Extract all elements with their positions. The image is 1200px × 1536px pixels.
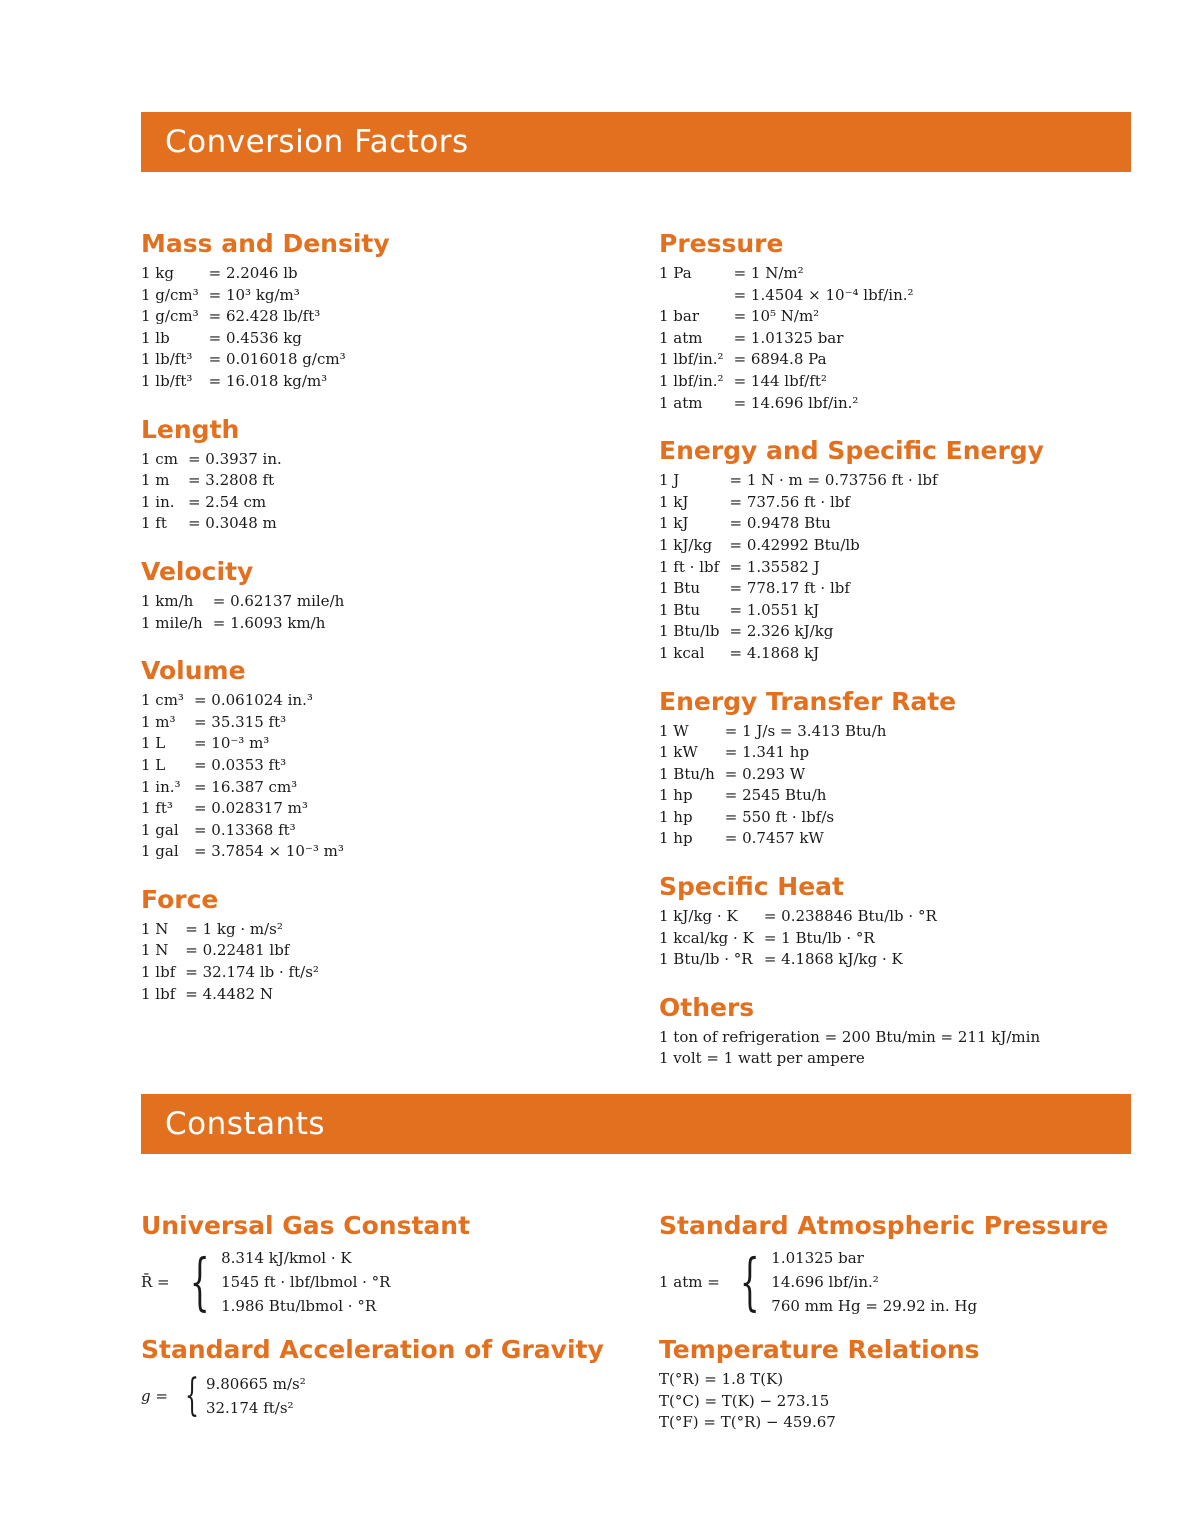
conversion-rhs: = 6894.8 Pa [733,350,827,369]
conversion-lhs [659,285,734,307]
left-brace: { [739,1245,760,1319]
conversion-row [141,513,282,535]
section-title: Standard Atmospheric Pressure [659,1211,1109,1240]
conversion-lhs: 1 W [659,721,689,740]
conversion-rhs: = 0.7457 kW [724,829,824,848]
conversion-lhs: 1 gal [141,820,179,839]
section-title: Energy Transfer Rate [659,686,957,716]
conversion-lhs: 1 cm [141,449,178,468]
conversion-lhs: 1 hp [659,807,693,826]
conversion-lhs: 1 hp [659,829,693,848]
section-title: Pressure [659,229,784,258]
conversion-rhs: = 0.061024 in.³ [193,691,313,710]
gravity-equation [141,1372,621,1420]
conversion-rhs: = 3.7854 × 10⁻³ m³ [193,842,344,861]
conversion-table [141,690,344,863]
section-title: Length [141,414,240,444]
conversion-lhs: 1 in.³ [141,777,181,796]
conversion-rhs: = 62.428 lb/ft³ [208,307,321,326]
conversion-lhs: 1 J [659,471,680,490]
conversion-lhs: 1 ft · lbf [659,557,720,576]
conversion-lhs: 1 Btu/lb · °R [659,950,753,969]
conversion-lhs: 1 Btu/h [659,764,715,783]
conversion-rhs: = 32.174 lb · ft/s² [185,963,319,982]
conversion-rhs: = 2.54 cm [187,492,267,511]
conversion-rhs: = 0.42992 Btu/lb [729,535,860,554]
section-title: Force [141,884,219,914]
conversion-row [659,263,914,285]
conversion-table [659,721,886,851]
conversion-lhs: 1 m³ [141,712,176,731]
conversion-row [659,643,938,665]
conversion-lhs: 1 lbf [141,963,176,982]
gravity-value: 9.80665 m/s² [205,1375,306,1393]
conversion-row [141,919,319,941]
section-universal-gas-constant [141,1210,621,1318]
conversion-left-column [141,228,621,1026]
conversion-lhs: 1 Btu/lb [659,622,720,641]
conversion-row [141,984,319,1006]
conversion-rhs: = 0.293 W [724,764,806,783]
left-brace: { [184,1370,199,1422]
conversion-row [141,755,344,777]
conversion-lhs: 1 lb/ft³ [141,350,193,369]
conversion-row [659,328,914,350]
conversion-row [659,578,938,600]
gas-constant-equation [141,1246,621,1318]
conversion-rhs: = 3.2808 ft [187,471,275,490]
conversion-rhs: = 16.018 kg/m³ [208,371,328,390]
conversion-rhs: = 0.3048 m [187,514,277,533]
conversion-row [141,613,344,635]
section-title: Temperature Relations [659,1335,980,1364]
conversion-row [659,906,937,928]
others-line: 1 ton of refrigeration = 200 Btu/min = 211 kJ/min [659,1027,1041,1046]
conversion-table [141,919,319,1005]
conversion-row [141,690,344,712]
conversion-row [141,591,344,613]
conversion-rhs: = 35.315 ft³ [193,712,287,731]
conversion-table [141,591,344,634]
conversion-lhs: 1 m [141,471,170,490]
conversion-rhs: = 0.016018 g/cm³ [208,350,346,369]
section-title: Volume [141,656,246,686]
conversion-rhs: = 0.22481 lbf [185,941,290,960]
conversion-rhs: = 1 kg · m/s² [185,919,283,938]
atm-values [771,1246,977,1318]
left-brace: { [189,1245,210,1319]
conversion-lhs: 1 mile/h [141,613,203,632]
section-others [659,992,1129,1070]
conversion-lhs: 1 Btu [659,600,701,619]
conversion-row [659,949,937,971]
conversion-rhs: = 0.0353 ft³ [193,755,287,774]
conversion-row [141,841,344,863]
conversion-rhs: = 0.9478 Btu [729,514,831,533]
temperature-relation: T(°R) = 1.8 T(K) [659,1370,784,1388]
section-specific-heat [659,871,1129,971]
atm-value: 760 mm Hg = 29.92 in. Hg [771,1297,978,1315]
conversion-lhs: 1 Pa [659,264,692,282]
conversion-table [659,263,914,414]
conversion-rhs: = 0.62137 mile/h [212,591,345,610]
conversion-lhs: 1 ft [141,514,167,533]
conversion-row [141,733,344,755]
conversion-lhs: 1 L [141,755,166,774]
gravity-value: 32.174 ft/s² [205,1399,294,1417]
conversion-rhs: = 10³ kg/m³ [208,285,300,304]
conversion-rhs: = 1 N/m² [733,264,804,282]
conversion-lhs: 1 in. [141,492,175,511]
conversion-rhs: = 1.4504 × 10⁻⁴ lbf/in.² [733,285,914,304]
section-atmospheric-pressure [659,1210,1129,1318]
section-title: Others [659,992,755,1022]
section-title: Specific Heat [659,872,844,902]
conversion-rhs: = 1 Btu/lb · °R [763,928,875,947]
conversion-rhs: = 1 N · m = 0.73756 ft · lbf [729,471,938,490]
conversion-lhs: 1 atm [659,328,703,347]
conversion-lhs: 1 lbf/in.² [659,371,724,390]
conversion-rhs: = 1.35582 J [729,557,820,576]
conversion-lhs: 1 kg [141,264,175,282]
conversion-row [659,828,886,850]
conversion-row [659,371,914,393]
conversion-rhs: = 10⁻³ m³ [193,734,270,753]
conversion-lhs: 1 kJ [659,514,689,533]
conversion-rhs: = 2.2046 lb [208,264,298,282]
conversion-rhs: = 0.3937 in. [187,449,282,468]
conversion-table [659,470,938,664]
conversion-row [659,621,938,643]
conversion-lhs: 1 N [141,941,169,960]
conversion-rhs: = 0.13368 ft³ [193,820,296,839]
section-energy-transfer-rate [659,686,1129,851]
conversion-table [659,906,937,971]
conversion-lhs: 1 kcal/kg · K [659,928,754,947]
conversion-row [659,600,938,622]
conversion-row [141,263,346,285]
section-temperature-relations [659,1334,1129,1434]
conversion-row [141,777,344,799]
conversion-lhs: 1 bar [659,307,700,326]
section-gravity [141,1334,621,1420]
section-title: Standard Acceleration of Gravity [141,1335,604,1364]
conversion-row [659,306,914,328]
conversion-rhs: = 550 ft · lbf/s [724,807,835,826]
conversion-row [141,328,346,350]
conversion-rhs: = 0.028317 m³ [193,799,308,818]
section-length [141,414,621,535]
constants-right-column [659,1210,1129,1434]
conversion-lhs: 1 kJ [659,492,689,511]
conversion-row [659,535,938,557]
conversion-lhs: 1 atm [659,393,703,412]
atm-value: 1.01325 bar [771,1249,864,1267]
section-title: Velocity [141,556,254,586]
conversion-row [659,928,937,950]
conversion-rhs: = 4.4482 N [185,984,273,1003]
conversion-rhs: = 737.56 ft · lbf [729,492,850,511]
conversion-row [659,764,886,786]
conversion-row [141,470,282,492]
constants-left-column [141,1210,621,1420]
conversion-rhs: = 16.387 cm³ [193,777,298,796]
gas-constant-symbol: R̄ = [141,1273,170,1291]
conversion-row [141,798,344,820]
conversion-row [659,721,886,743]
temperature-relation: T(°C) = T(K) − 273.15 [659,1391,830,1410]
conversion-rhs: = 1.01325 bar [733,328,844,347]
conversion-lhs: 1 kJ/kg [659,535,713,554]
section-volume [141,655,621,863]
conversion-lhs: 1 kcal [659,643,705,662]
conversion-lhs: 1 g/cm³ [141,307,199,326]
conversion-table [141,449,282,535]
conversion-rhs: = 778.17 ft · lbf [729,579,850,598]
conversion-lhs: 1 L [141,734,166,753]
conversion-row [659,807,886,829]
conversion-rhs: = 4.1868 kJ [729,643,820,662]
conversion-row [659,492,938,514]
conversion-lhs: 1 Btu [659,579,701,598]
conversion-lhs: 1 g/cm³ [141,285,199,304]
conversion-rhs: = 14.696 lbf/in.² [733,393,859,412]
others-line: 1 volt = 1 watt per ampere [659,1049,865,1068]
conversion-row [659,557,938,579]
conversion-row [141,492,282,514]
conversion-rhs: = 2545 Btu/h [724,786,827,805]
section-force [141,884,621,1005]
conversion-row [141,306,346,328]
conversion-lhs: 1 N [141,919,169,938]
section-energy [659,435,1129,664]
section-title: Mass and Density [141,229,390,258]
conversion-row [141,712,344,734]
gas-constant-value: 1545 ft · lbf/lbmol · °R [221,1273,391,1291]
conversion-lhs: 1 gal [141,842,179,861]
conversion-factors-banner: Conversion Factors [141,112,1131,172]
conversion-row [659,785,886,807]
conversion-lhs: 1 kJ/kg · K [659,907,738,926]
conversion-lhs: 1 lbf [141,984,176,1003]
conversion-rhs: = 1.6093 km/h [212,613,326,632]
conversion-row [659,470,938,492]
conversion-rhs: = 0.4536 kg [208,328,302,347]
conversion-row [141,940,319,962]
conversion-row [659,393,914,415]
conversion-rhs: = 1.341 hp [724,743,810,762]
conversion-row [141,285,346,307]
section-velocity [141,556,621,634]
conversion-rhs: = 1.0551 kJ [729,600,820,619]
gravity-symbol: g = [141,1387,168,1405]
gas-constant-value: 1.986 Btu/lbmol · °R [221,1297,377,1315]
section-pressure [659,228,1129,414]
conversion-row [141,349,346,371]
conversion-rhs: = 10⁵ N/m² [733,307,820,326]
conversion-lhs: 1 hp [659,786,693,805]
conversion-row [141,449,282,471]
conversion-lhs: 1 lb/ft³ [141,371,193,390]
conversion-rhs: = 144 lbf/ft² [733,371,827,390]
conversion-rhs: = 1 J/s = 3.413 Btu/h [724,721,887,740]
gas-constant-values [221,1246,390,1318]
conversion-row [141,962,319,984]
gravity-values [206,1372,306,1420]
conversion-lhs: 1 ft³ [141,799,173,818]
conversion-lhs: 1 lb [141,328,170,347]
section-title: Energy and Specific Energy [659,436,1044,466]
conversion-lhs: 1 km/h [141,591,194,610]
conversion-rhs: = 2.326 kJ/kg [729,622,834,641]
conversion-rhs: = 0.238846 Btu/lb · °R [763,907,937,926]
conversion-lhs: 1 lbf/in.² [659,350,724,369]
conversion-row [659,349,914,371]
conversion-right-column [659,228,1129,1091]
constants-banner: Constants [141,1094,1131,1154]
conversion-lhs: 1 cm³ [141,691,184,710]
conversion-row [141,820,344,842]
atm-equation [659,1246,1129,1318]
conversion-table [141,263,346,393]
conversion-lhs: 1 kW [659,743,698,762]
conversion-row [659,513,938,535]
temperature-relation: T(°F) = T(°R) − 459.67 [659,1413,836,1432]
conversion-row [141,371,346,393]
conversion-row [659,742,886,764]
gas-constant-value: 8.314 kJ/kmol · K [221,1249,352,1267]
conversion-rhs: = 4.1868 kJ/kg · K [763,950,903,969]
atm-symbol: 1 atm = [659,1273,720,1291]
section-mass-density [141,228,621,393]
atm-value: 14.696 lbf/in.² [771,1273,879,1291]
conversion-row [659,285,914,307]
section-title: Universal Gas Constant [141,1211,471,1240]
